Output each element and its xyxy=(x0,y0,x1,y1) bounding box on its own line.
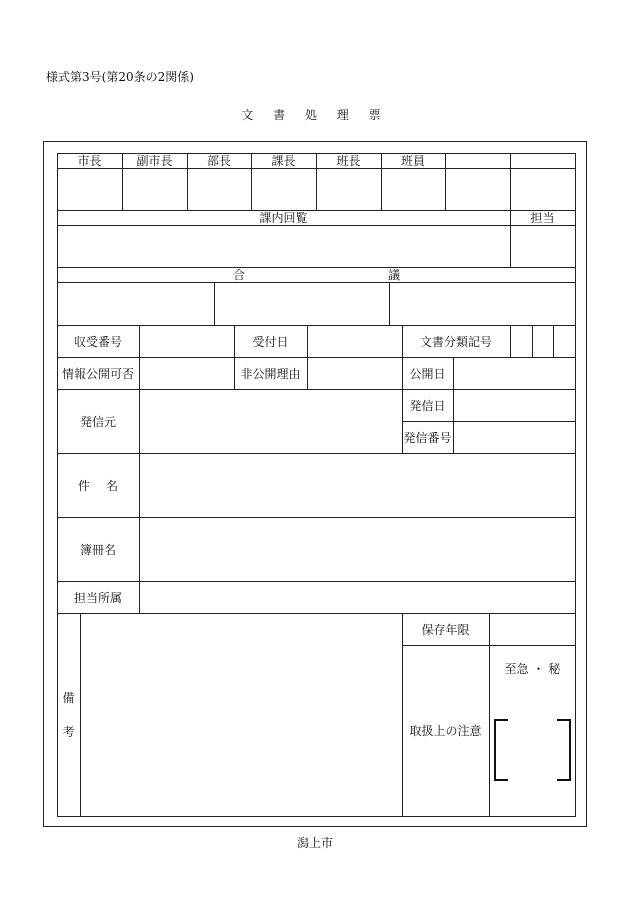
remarks-label xyxy=(57,613,80,817)
remarks-field[interactable] xyxy=(81,614,402,816)
header-department-head: 部長 xyxy=(206,154,231,168)
ledger-field[interactable] xyxy=(140,518,575,581)
department-field[interactable] xyxy=(140,582,575,613)
stamp-box-team-member[interactable] xyxy=(382,169,445,210)
person-in-charge-label: 担当 xyxy=(530,211,555,225)
department-label: 担当所属 xyxy=(73,590,122,605)
disclosure-date-field[interactable] xyxy=(454,358,575,389)
form-identifier: 様式第3号(第20条の2関係) xyxy=(46,70,194,84)
header-section-chief: 課長 xyxy=(271,154,296,168)
retention-period-field[interactable] xyxy=(490,614,575,645)
nondisclosure-reason-label: 非公開理由 xyxy=(240,366,301,381)
header-deputy-mayor: 副市長 xyxy=(136,154,173,168)
remarks-label-char-2: 考 xyxy=(62,725,75,739)
footer-issuer: 潟上市 xyxy=(296,836,333,850)
consultation-field-2[interactable] xyxy=(215,283,389,325)
received-date-field[interactable] xyxy=(308,326,402,357)
consultation-label-2: 議 xyxy=(387,268,400,282)
stamp-box-department-head[interactable] xyxy=(188,169,251,210)
urgency-option[interactable]: 至急 ・ 秘 xyxy=(504,661,561,676)
handling-notes-label: 取扱上の注意 xyxy=(409,724,482,738)
retention-period-label: 保存年限 xyxy=(421,622,470,637)
subject-field[interactable] xyxy=(140,454,575,517)
person-in-charge-field[interactable] xyxy=(511,226,575,267)
receipt-number-label: 収受番号 xyxy=(73,334,122,349)
internal-circulation-label: 課内回覧 xyxy=(259,211,308,225)
received-date-label: 受付日 xyxy=(252,334,289,349)
disclosure-field[interactable] xyxy=(140,358,234,389)
bracket-right-icon xyxy=(557,719,571,781)
sent-date-field[interactable] xyxy=(454,390,575,421)
sender-label: 発信元 xyxy=(79,414,116,429)
sender-field[interactable] xyxy=(140,390,402,453)
stamp-box-extra-2[interactable] xyxy=(511,169,575,210)
disclosure-label: 情報公開可否 xyxy=(61,366,134,381)
consultation-label-1: 合 xyxy=(232,268,245,282)
internal-circulation-field[interactable] xyxy=(58,226,510,267)
stamp-box-extra-1[interactable] xyxy=(446,169,510,210)
sent-number-field[interactable] xyxy=(454,422,575,453)
stamp-box-team-leader[interactable] xyxy=(317,169,381,210)
nondisclosure-reason-field[interactable] xyxy=(308,358,402,389)
sent-date-label: 発信日 xyxy=(409,398,446,413)
stamp-box-deputy-mayor[interactable] xyxy=(123,169,187,210)
header-team-member: 班員 xyxy=(400,154,425,168)
subject-label xyxy=(57,453,139,517)
sent-number-label: 発信番号 xyxy=(403,430,452,445)
document-title: 文 書 処 理 票 xyxy=(241,108,389,122)
header-team-leader: 班長 xyxy=(336,154,361,168)
consultation-field-1[interactable] xyxy=(58,283,214,325)
receipt-number-field[interactable] xyxy=(140,326,234,357)
disclosure-date-label: 公開日 xyxy=(409,366,446,381)
classification-label: 文書分類記号 xyxy=(419,334,492,349)
classification-box-1[interactable] xyxy=(511,326,532,357)
stamp-box-mayor[interactable] xyxy=(58,169,122,210)
subject-label-char-1: 件 xyxy=(77,478,90,493)
classification-box-2[interactable] xyxy=(533,326,553,357)
classification-box-3[interactable] xyxy=(554,326,575,357)
consultation-field-3[interactable] xyxy=(390,283,575,325)
subject-label-char-2: 名 xyxy=(106,478,119,493)
bracket-left-icon xyxy=(494,719,508,781)
ledger-label: 簿冊名 xyxy=(79,542,116,557)
header-mayor: 市長 xyxy=(77,154,102,168)
remarks-label-char-1: 備 xyxy=(62,691,75,705)
stamp-box-section-chief[interactable] xyxy=(252,169,316,210)
